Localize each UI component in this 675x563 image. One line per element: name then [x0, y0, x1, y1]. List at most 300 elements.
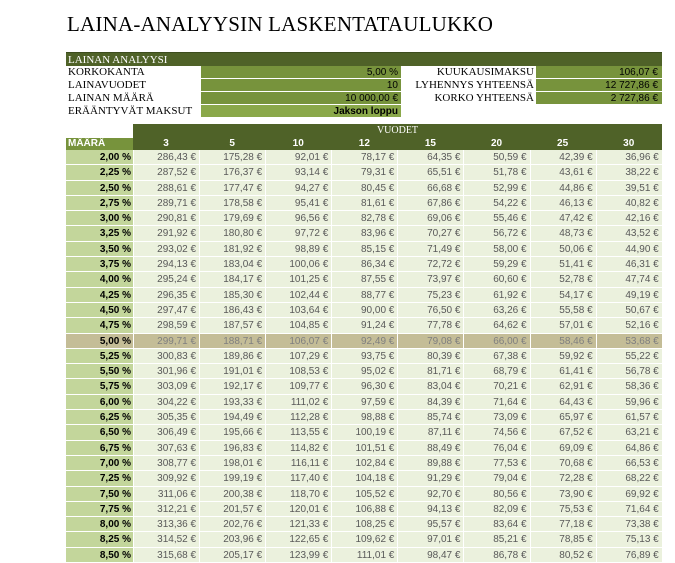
payment-cell[interactable]: 43,61 € [530, 165, 596, 179]
payment-cell[interactable]: 72,28 € [530, 471, 596, 485]
rate-cell[interactable]: 7,50 % [66, 487, 133, 501]
analysis-row [66, 92, 662, 105]
payment-cell[interactable]: 315,68 € [133, 548, 199, 562]
payment-cell[interactable]: 198,01 € [199, 456, 265, 470]
payment-cell[interactable]: 301,96 € [133, 364, 199, 378]
payment-cell[interactable]: 95,41 € [265, 196, 331, 210]
payment-cell[interactable]: 287,52 € [133, 165, 199, 179]
payment-cell[interactable]: 194,49 € [199, 410, 265, 424]
payment-cell[interactable]: 77,18 € [530, 517, 596, 531]
table-row [66, 487, 662, 502]
payment-cell[interactable]: 88,77 € [331, 288, 397, 302]
payment-cell[interactable]: 68,79 € [463, 364, 529, 378]
analysis-label: KORKOKANTA [68, 66, 145, 78]
rate-cell[interactable]: 3,75 % [66, 257, 133, 271]
payment-cell[interactable]: 77,78 € [397, 318, 463, 332]
payment-cell[interactable]: 93,75 € [331, 349, 397, 363]
payment-cell[interactable]: 82,09 € [463, 502, 529, 516]
rate-cell[interactable]: 2,25 % [66, 165, 133, 179]
payment-cell[interactable]: 51,41 € [530, 257, 596, 271]
rate-cell[interactable]: 6,75 % [66, 441, 133, 455]
payment-cell[interactable]: 94,13 € [397, 502, 463, 516]
table-row [66, 288, 662, 303]
payment-cell[interactable]: 181,92 € [199, 242, 265, 256]
table-header-row [66, 138, 662, 150]
table-row [66, 548, 662, 563]
payment-cell[interactable]: 92,01 € [265, 150, 331, 164]
table-corner-header: MÄÄRÄ [66, 138, 133, 150]
payment-cell[interactable]: 85,21 € [463, 532, 529, 546]
rate-cell[interactable]: 4,75 % [66, 318, 133, 332]
table-row [66, 532, 662, 547]
payment-cell[interactable]: 195,66 € [199, 425, 265, 439]
payment-cell[interactable]: 201,57 € [199, 502, 265, 516]
payment-cell[interactable]: 50,06 € [530, 242, 596, 256]
payment-cell[interactable]: 122,65 € [265, 532, 331, 546]
table-body [66, 150, 662, 563]
payment-cell[interactable]: 97,59 € [331, 395, 397, 409]
payment-cell[interactable]: 193,33 € [199, 395, 265, 409]
payment-cell[interactable]: 179,69 € [199, 211, 265, 225]
rate-cell[interactable]: 7,75 % [66, 502, 133, 516]
analysis-label: LAINAN MÄÄRÄ [68, 92, 154, 104]
payment-cell[interactable]: 85,74 € [397, 410, 463, 424]
payment-cell[interactable]: 40,82 € [596, 196, 662, 210]
payment-cell[interactable]: 43,52 € [596, 226, 662, 240]
rate-cell[interactable]: 7,00 % [66, 456, 133, 470]
payment-cell[interactable]: 56,72 € [463, 226, 529, 240]
payment-cell[interactable]: 68,22 € [596, 471, 662, 485]
payment-cell[interactable]: 177,47 € [199, 181, 265, 195]
payment-cell[interactable]: 312,21 € [133, 502, 199, 516]
table-row [66, 410, 662, 425]
payment-cell[interactable]: 70,21 € [463, 379, 529, 393]
payment-cell[interactable]: 64,86 € [596, 441, 662, 455]
payment-cell[interactable]: 109,77 € [265, 379, 331, 393]
payment-cell[interactable]: 304,22 € [133, 395, 199, 409]
payment-cell[interactable]: 92,70 € [397, 487, 463, 501]
year-column-header: 3 [163, 138, 169, 149]
payment-cell[interactable]: 296,35 € [133, 288, 199, 302]
payment-cell[interactable]: 71,49 € [397, 242, 463, 256]
payment-cell[interactable]: 96,30 € [331, 379, 397, 393]
payment-cell[interactable]: 79,04 € [463, 471, 529, 485]
payment-cell[interactable]: 102,44 € [265, 288, 331, 302]
payment-cell[interactable]: 102,84 € [331, 456, 397, 470]
payment-cell[interactable]: 299,71 € [133, 334, 199, 348]
payment-cell[interactable]: 82,78 € [331, 211, 397, 225]
payment-cell[interactable]: 186,43 € [199, 303, 265, 317]
payment-cell[interactable]: 69,06 € [397, 211, 463, 225]
payment-cell[interactable]: 104,85 € [265, 318, 331, 332]
rate-cell[interactable]: 5,50 % [66, 364, 133, 378]
payment-cell[interactable]: 74,56 € [463, 425, 529, 439]
year-column-header: 20 [490, 138, 503, 149]
payment-cell[interactable]: 308,77 € [133, 456, 199, 470]
payment-cell[interactable]: 75,53 € [530, 502, 596, 516]
payment-cell[interactable]: 58,36 € [596, 379, 662, 393]
payment-cell[interactable]: 58,46 € [530, 334, 596, 348]
analysis-row [66, 79, 662, 92]
rate-cell[interactable]: 3,00 % [66, 211, 133, 225]
payment-cell[interactable]: 103,64 € [265, 303, 331, 317]
payment-cell[interactable]: 113,55 € [265, 425, 331, 439]
payment-cell[interactable]: 196,83 € [199, 441, 265, 455]
payment-cell[interactable]: 64,62 € [463, 318, 529, 332]
payment-cell[interactable]: 118,70 € [265, 487, 331, 501]
payment-cell[interactable]: 56,78 € [596, 364, 662, 378]
payment-cell[interactable]: 185,30 € [199, 288, 265, 302]
payment-cell[interactable]: 86,34 € [331, 257, 397, 271]
payment-cell[interactable]: 101,25 € [265, 272, 331, 286]
payment-cell[interactable]: 59,96 € [596, 395, 662, 409]
payment-cell[interactable]: 50,67 € [596, 303, 662, 317]
payment-cell[interactable]: 52,78 € [530, 272, 596, 286]
payment-cell[interactable]: 48,73 € [530, 226, 596, 240]
rate-cell[interactable]: 8,00 % [66, 517, 133, 531]
payment-cell[interactable]: 84,39 € [397, 395, 463, 409]
rate-cell[interactable]: 2,75 % [66, 196, 133, 210]
payment-cell[interactable]: 42,16 € [596, 211, 662, 225]
payment-cell[interactable]: 98,47 € [397, 548, 463, 562]
payment-cell[interactable]: 107,29 € [265, 349, 331, 363]
payment-cell[interactable]: 94,27 € [265, 181, 331, 195]
table-row [66, 257, 662, 272]
payment-cell[interactable]: 106,88 € [331, 502, 397, 516]
payment-cell[interactable]: 91,24 € [331, 318, 397, 332]
payment-cell[interactable]: 65,51 € [397, 165, 463, 179]
payment-cell[interactable]: 188,71 € [199, 334, 265, 348]
rate-cell[interactable]: 2,50 % [66, 181, 133, 195]
payment-cell[interactable]: 95,02 € [331, 364, 397, 378]
payment-cell[interactable]: 96,56 € [265, 211, 331, 225]
table-row [66, 334, 662, 349]
payment-cell[interactable]: 78,17 € [331, 150, 397, 164]
rate-cell[interactable]: 7,25 % [66, 471, 133, 485]
payment-cell[interactable]: 105,52 € [331, 487, 397, 501]
table-row [66, 441, 662, 456]
payment-cell[interactable]: 303,09 € [133, 379, 199, 393]
payment-cell[interactable]: 64,43 € [530, 395, 596, 409]
payment-cell[interactable]: 180,80 € [199, 226, 265, 240]
payment-cell[interactable]: 91,29 € [397, 471, 463, 485]
table-row [66, 456, 662, 471]
rate-cell[interactable]: 8,50 % [66, 548, 133, 562]
payment-cell[interactable]: 57,01 € [530, 318, 596, 332]
payment-cell[interactable]: 61,92 € [463, 288, 529, 302]
payment-cell[interactable]: 53,68 € [596, 334, 662, 348]
payment-cell[interactable]: 67,38 € [463, 349, 529, 363]
payment-cell[interactable]: 291,92 € [133, 226, 199, 240]
payment-cell[interactable]: 101,51 € [331, 441, 397, 455]
payment-cell[interactable]: 60,60 € [463, 272, 529, 286]
result-label: KORKO YHTEENSÄ [434, 92, 534, 104]
result-label: LYHENNYS YHTEENSÄ [415, 79, 534, 91]
payment-cell[interactable]: 52,16 € [596, 318, 662, 332]
payment-cell[interactable]: 47,42 € [530, 211, 596, 225]
result-value-cell: 106,07 € [536, 66, 662, 79]
payment-cell[interactable]: 61,57 € [596, 410, 662, 424]
payment-cell[interactable]: 85,15 € [331, 242, 397, 256]
rate-cell[interactable]: 4,25 % [66, 288, 133, 302]
payment-cell[interactable]: 54,17 € [530, 288, 596, 302]
payment-cell[interactable]: 46,13 € [530, 196, 596, 210]
payment-cell[interactable]: 290,81 € [133, 211, 199, 225]
rate-cell[interactable]: 5,25 % [66, 349, 133, 363]
payment-cell[interactable]: 36,96 € [596, 150, 662, 164]
table-row [66, 425, 662, 440]
payment-cell[interactable]: 97,01 € [397, 532, 463, 546]
table-row [66, 226, 662, 241]
analysis-input-cell[interactable]: 5,00 % [201, 66, 401, 79]
payment-cell[interactable]: 59,92 € [530, 349, 596, 363]
payment-cell[interactable]: 78,85 € [530, 532, 596, 546]
payment-cell[interactable]: 64,35 € [397, 150, 463, 164]
payment-cell[interactable]: 199,19 € [199, 471, 265, 485]
payment-cell[interactable]: 63,21 € [596, 425, 662, 439]
page-title: LAINA-ANALYYSIN LASKENTATAULUKKO [67, 12, 494, 36]
payment-cell[interactable]: 87,11 € [397, 425, 463, 439]
payment-cell[interactable]: 93,14 € [265, 165, 331, 179]
payment-cell[interactable]: 47,74 € [596, 272, 662, 286]
payment-cell[interactable]: 71,64 € [596, 502, 662, 516]
payment-cell[interactable]: 80,52 € [530, 548, 596, 562]
payment-cell[interactable]: 100,06 € [265, 257, 331, 271]
analysis-row [66, 105, 662, 118]
payment-cell[interactable]: 73,09 € [463, 410, 529, 424]
payment-cell[interactable]: 114,82 € [265, 441, 331, 455]
payment-cell[interactable]: 86,78 € [463, 548, 529, 562]
payment-cell[interactable]: 90,00 € [331, 303, 397, 317]
years-group-header: VUODET [133, 124, 662, 138]
payment-cell[interactable]: 205,17 € [199, 548, 265, 562]
payment-cell[interactable]: 75,13 € [596, 532, 662, 546]
loan-analysis-header: LAINAN ANALYYSI [66, 52, 662, 66]
payment-cell[interactable]: 77,53 € [463, 456, 529, 470]
year-column-header: 10 [292, 138, 304, 149]
payment-cell[interactable]: 81,61 € [331, 196, 397, 210]
payment-cell[interactable]: 70,68 € [530, 456, 596, 470]
payment-cell[interactable]: 108,25 € [331, 517, 397, 531]
payment-cell[interactable]: 75,23 € [397, 288, 463, 302]
payment-cell[interactable]: 73,97 € [397, 272, 463, 286]
payment-cell[interactable]: 297,47 € [133, 303, 199, 317]
table-row [66, 395, 662, 410]
payment-cell[interactable]: 76,89 € [596, 548, 662, 562]
payment-cell[interactable]: 58,00 € [463, 242, 529, 256]
payment-cell[interactable]: 87,55 € [331, 272, 397, 286]
payment-cell[interactable]: 92,49 € [331, 334, 397, 348]
payment-cell[interactable]: 69,92 € [596, 487, 662, 501]
table-row [66, 517, 662, 532]
year-column-header: 15 [424, 138, 436, 149]
payment-cell[interactable]: 44,90 € [596, 242, 662, 256]
analysis-input-cell[interactable]: 10 000,00 € [201, 92, 401, 105]
payment-cell[interactable]: 81,71 € [397, 364, 463, 378]
payment-cell[interactable]: 83,64 € [463, 517, 529, 531]
table-row [66, 150, 662, 165]
analysis-input-cell[interactable]: 10 [201, 79, 401, 92]
table-row [66, 211, 662, 226]
payment-cell[interactable]: 63,26 € [463, 303, 529, 317]
payment-cell[interactable]: 311,06 € [133, 487, 199, 501]
payment-cell[interactable]: 97,72 € [265, 226, 331, 240]
payment-cell[interactable]: 76,04 € [463, 441, 529, 455]
payment-cell[interactable]: 104,18 € [331, 471, 397, 485]
payment-cell[interactable]: 112,28 € [265, 410, 331, 424]
result-value-cell: 12 727,86 € [536, 79, 662, 92]
rate-cell[interactable]: 4,50 % [66, 303, 133, 317]
payment-cell[interactable]: 288,61 € [133, 181, 199, 195]
payment-cell[interactable]: 61,41 € [530, 364, 596, 378]
table-row [66, 196, 662, 211]
payment-cell[interactable]: 116,11 € [265, 456, 331, 470]
payment-cell[interactable]: 69,09 € [530, 441, 596, 455]
payment-cell[interactable]: 111,02 € [265, 395, 331, 409]
payment-cell[interactable]: 62,91 € [530, 379, 596, 393]
payment-cell[interactable]: 300,83 € [133, 349, 199, 363]
payment-cell[interactable]: 121,33 € [265, 517, 331, 531]
payment-cell[interactable]: 55,46 € [463, 211, 529, 225]
rate-cell[interactable]: 4,00 % [66, 272, 133, 286]
payment-cell[interactable]: 305,35 € [133, 410, 199, 424]
payment-cell[interactable]: 50,59 € [463, 150, 529, 164]
payment-cell[interactable]: 307,63 € [133, 441, 199, 455]
payment-cell[interactable]: 98,89 € [265, 242, 331, 256]
payment-cell[interactable]: 306,49 € [133, 425, 199, 439]
rate-cell[interactable]: 2,00 % [66, 150, 133, 164]
payment-cell[interactable]: 309,92 € [133, 471, 199, 485]
table-row [66, 181, 662, 196]
payment-cell[interactable]: 192,17 € [199, 379, 265, 393]
payment-cell[interactable]: 202,76 € [199, 517, 265, 531]
table-row [66, 303, 662, 318]
payment-cell[interactable]: 109,62 € [331, 532, 397, 546]
rate-cell[interactable]: 6,25 % [66, 410, 133, 424]
payment-cell[interactable]: 55,22 € [596, 349, 662, 363]
table-row [66, 272, 662, 287]
analysis-input-cell[interactable]: Jakson loppu [201, 105, 401, 118]
payment-cell[interactable]: 80,39 € [397, 349, 463, 363]
table-row [66, 471, 662, 486]
payment-cell[interactable]: 67,52 € [530, 425, 596, 439]
analysis-label: LAINAVUODET [68, 79, 147, 91]
rate-cell[interactable]: 5,75 % [66, 379, 133, 393]
payment-cell[interactable]: 83,04 € [397, 379, 463, 393]
payment-cell[interactable]: 98,88 € [331, 410, 397, 424]
payment-cell[interactable]: 54,22 € [463, 196, 529, 210]
payment-cell[interactable]: 38,22 € [596, 165, 662, 179]
payment-cell[interactable]: 100,19 € [331, 425, 397, 439]
payment-cell[interactable]: 80,45 € [331, 181, 397, 195]
result-value-cell: 2 727,86 € [536, 92, 662, 105]
payment-cell[interactable]: 44,86 € [530, 181, 596, 195]
payment-cell[interactable]: 79,31 € [331, 165, 397, 179]
payment-cell[interactable]: 175,28 € [199, 150, 265, 164]
rate-cell[interactable]: 3,25 % [66, 226, 133, 240]
payment-cell[interactable]: 298,59 € [133, 318, 199, 332]
payment-cell[interactable]: 313,36 € [133, 517, 199, 531]
payment-cell[interactable]: 88,49 € [397, 441, 463, 455]
payment-cell[interactable]: 286,43 € [133, 150, 199, 164]
payment-cell[interactable]: 183,04 € [199, 257, 265, 271]
table-row [66, 364, 662, 379]
payment-cell[interactable]: 117,40 € [265, 471, 331, 485]
payment-cell[interactable]: 184,17 € [199, 272, 265, 286]
table-row [66, 318, 662, 333]
payment-cell[interactable]: 66,53 € [596, 456, 662, 470]
payment-cell[interactable]: 80,56 € [463, 487, 529, 501]
payment-cell[interactable]: 66,00 € [463, 334, 529, 348]
payment-cell[interactable]: 108,53 € [265, 364, 331, 378]
year-column-header: 5 [229, 138, 235, 149]
payment-cell[interactable]: 203,96 € [199, 532, 265, 546]
payment-cell[interactable]: 71,64 € [463, 395, 529, 409]
payment-cell[interactable]: 176,37 € [199, 165, 265, 179]
payment-cell[interactable]: 295,24 € [133, 272, 199, 286]
payment-cell[interactable]: 76,50 € [397, 303, 463, 317]
payment-cell[interactable]: 89,88 € [397, 456, 463, 470]
table-row [66, 349, 662, 364]
payment-cell[interactable]: 83,96 € [331, 226, 397, 240]
payment-cell[interactable]: 49,19 € [596, 288, 662, 302]
payment-cell[interactable]: 187,57 € [199, 318, 265, 332]
payment-cell[interactable]: 46,31 € [596, 257, 662, 271]
analysis-label: ERÄÄNTYVÄT MAKSUT [68, 105, 193, 117]
year-column-header: 30 [623, 138, 635, 149]
year-column-header: 25 [557, 138, 569, 149]
payment-cell[interactable]: 294,13 € [133, 257, 199, 271]
payment-cell[interactable]: 120,01 € [265, 502, 331, 516]
payment-cell[interactable]: 191,01 € [199, 364, 265, 378]
payment-cell[interactable]: 73,38 € [596, 517, 662, 531]
payment-cell[interactable]: 79,08 € [397, 334, 463, 348]
payment-cell[interactable]: 66,68 € [397, 181, 463, 195]
rate-cell[interactable]: 6,00 % [66, 395, 133, 409]
table-row [66, 242, 662, 257]
table-row [66, 502, 662, 517]
payment-cell[interactable]: 189,86 € [199, 349, 265, 363]
payment-cell[interactable]: 111,01 € [331, 548, 397, 562]
payment-cell[interactable]: 314,52 € [133, 532, 199, 546]
table-row [66, 379, 662, 394]
payment-cell[interactable]: 200,38 € [199, 487, 265, 501]
rate-cell[interactable]: 3,50 % [66, 242, 133, 256]
payment-cell[interactable]: 73,90 € [530, 487, 596, 501]
payment-cell[interactable]: 178,58 € [199, 196, 265, 210]
payment-cell[interactable]: 72,72 € [397, 257, 463, 271]
payment-cell[interactable]: 67,86 € [397, 196, 463, 210]
rate-cell[interactable]: 5,00 % [66, 334, 133, 348]
payment-cell[interactable]: 95,57 € [397, 517, 463, 531]
payment-cell[interactable]: 70,27 € [397, 226, 463, 240]
rate-cell[interactable]: 6,50 % [66, 425, 133, 439]
result-label: KUUKAUSIMAKSU [436, 66, 534, 78]
payment-cell[interactable]: 39,51 € [596, 181, 662, 195]
payment-cell[interactable]: 42,39 € [530, 150, 596, 164]
payment-table [66, 124, 662, 563]
payment-cell[interactable]: 59,29 € [463, 257, 529, 271]
payment-cell[interactable]: 52,99 € [463, 181, 529, 195]
payment-cell[interactable]: 51,78 € [463, 165, 529, 179]
payment-cell[interactable]: 289,71 € [133, 196, 199, 210]
payment-cell[interactable]: 293,02 € [133, 242, 199, 256]
payment-cell[interactable]: 123,99 € [265, 548, 331, 562]
payment-cell[interactable]: 55,58 € [530, 303, 596, 317]
payment-cell[interactable]: 65,97 € [530, 410, 596, 424]
rate-cell[interactable]: 8,25 % [66, 532, 133, 546]
payment-cell[interactable]: 106,07 € [265, 334, 331, 348]
